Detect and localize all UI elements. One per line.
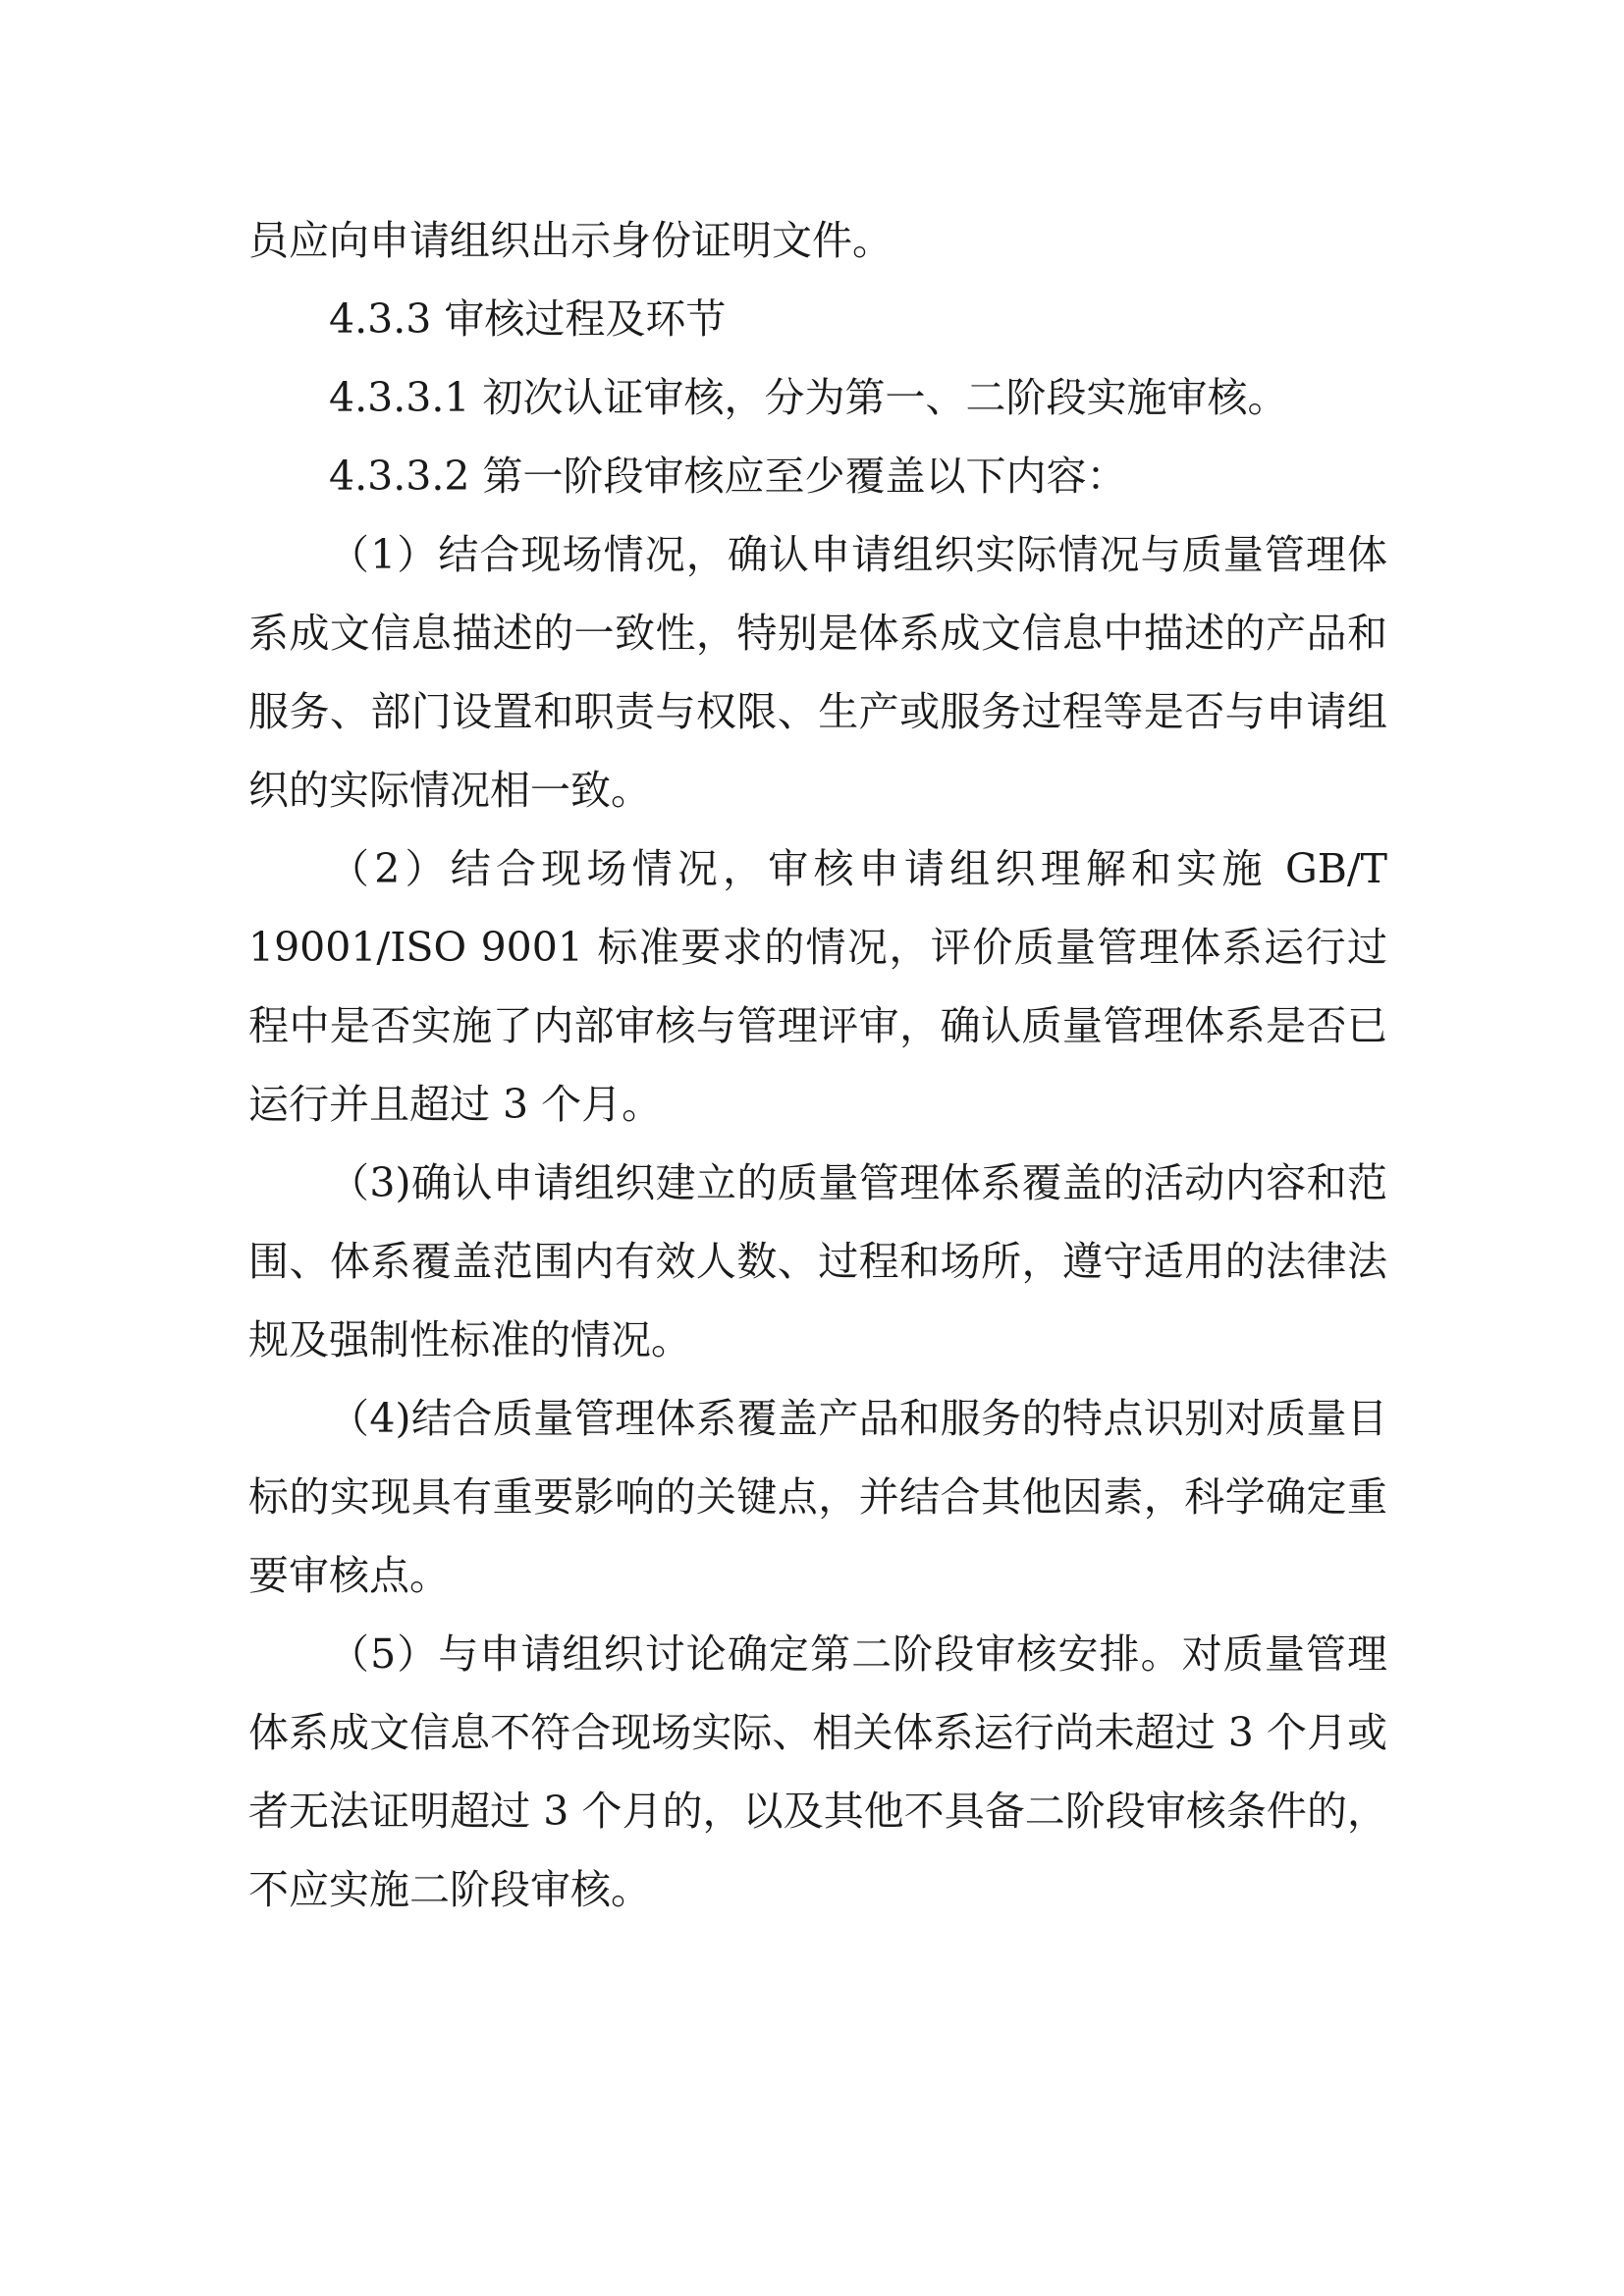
paragraph-continuation: 员应向申请组织出示身份证明文件。: [248, 217, 893, 264]
document-body: [248, 201, 1387, 1929]
clause-4-3-3-2: 4.3.3.2 第一阶段审核应至少覆盖以下内容：: [329, 453, 1127, 500]
list-item-1: （1）结合现场情况，确认申请组织实际情况与质量管理体系成文信息描述的一致性，特别是体系成文信息中描述的产品和服务、部门设置和职责与权限、生产或服务过程等是否与申请组织的实际情况相一致。: [248, 531, 1387, 814]
list-item-5: （5）与申请组织讨论确定第二阶段审核安排。对质量管理体系成文信息不符合现场实际、相关体系运行尚未超过 3 个月或者无法证明超过 3 个月的，以及其他不具备二阶段审核条件的，不应实施二阶段审核。: [248, 1630, 1387, 1913]
list-item-4: （4)结合质量管理体系覆盖产品和服务的特点识别对质量目标的实现具有重要影响的关键点，并结合其他因素，科学确定重要审核点。: [248, 1395, 1387, 1599]
clause-4-3-3-1: 4.3.3.1 初次认证审核，分为第一、二阶段实施审核。: [329, 374, 1288, 421]
list-item-2: （2）结合现场情况，审核申请组织理解和实施 GB/T 19001/ISO 9001 标准要求的情况，评价质量管理体系运行过程中是否实施了内部审核与管理评审，确认质量管理体系是否已运行并且超过 3 个月。: [248, 845, 1387, 1128]
section-heading-4-3-3: 4.3.3 审核过程及环节: [329, 295, 727, 343]
list-item-3: （3)确认申请组织建立的质量管理体系覆盖的活动内容和范围、体系覆盖范围内有效人数、过程和场所，遵守适用的法律法规及强制性标准的情况。: [248, 1159, 1387, 1363]
